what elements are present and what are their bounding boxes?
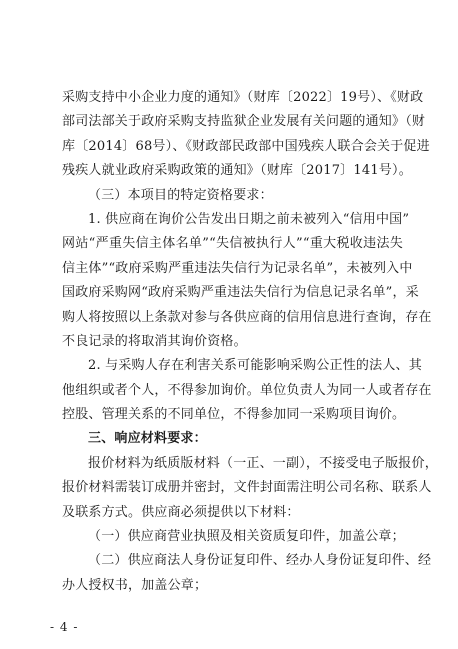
text-line: 1. 供应商在询价公告发出日期之前未被列入“信用中国”: [88, 211, 410, 227]
text-line: 国政府采购网“政府采购严重违法失信行为信息记录名单”，采: [62, 285, 419, 301]
text-line: 库〔2014〕68号）、《财政部民政部中国残疾人联合会关于促进: [62, 138, 430, 154]
text-line: 2. 与采购人存在利害关系可能影响采购公正性的法人、其: [88, 358, 422, 374]
text-line: （二）供应商法人身份证复印件、经办人身份证复印件、经: [88, 553, 432, 569]
text-line: 办人授权书，加盖公章；: [62, 577, 208, 593]
text-line: 网站“严重失信主体名单”“失信被执行人”“重大税收违法失: [62, 236, 403, 252]
document-body: [62, 86, 438, 598]
text-line: （一）供应商营业执照及相关资质复印件，加盖公章；: [88, 529, 405, 545]
text-line: 报价材料需装订成册并密封，文件封面需注明公司名称、联系人: [62, 480, 432, 496]
text-line: 信主体”“政府采购严重违法失信行为记录名单”，未被列入中: [62, 260, 413, 276]
text-line: 不良记录的将取消其询价资格。: [62, 333, 247, 349]
section-heading: 三、响应材料要求：: [88, 431, 207, 447]
text-line: 残疾人就业政府采购政策的通知》（财库〔2017〕141号）。: [62, 163, 412, 179]
page-number: - 4 -: [50, 620, 79, 634]
text-line: 他组织或者个人，不得参加询价。单位负责人为同一人或者存在: [62, 382, 432, 398]
text-line: 部司法部关于政府采购支持监狱企业发展有关问题的通知》（财: [62, 114, 426, 130]
text-line: 控股、管理关系的不同单位，不得参加同一采购项目询价。: [62, 407, 406, 423]
text-line: 采购支持中小企业力度的通知》（财库〔2022〕19号）、《财政: [62, 90, 424, 105]
text-line: （三）本项目的特定资格要求：: [88, 187, 273, 203]
text-line: 报价材料为纸质版材料（一正、一副），不接受电子版报价，: [88, 455, 438, 471]
text-line: 及联系方式。供应商必须提供以下材料：: [62, 504, 300, 520]
text-line: 购人将按照以上条款对参与各供应商的信用信息进行查询，存在: [62, 309, 432, 325]
